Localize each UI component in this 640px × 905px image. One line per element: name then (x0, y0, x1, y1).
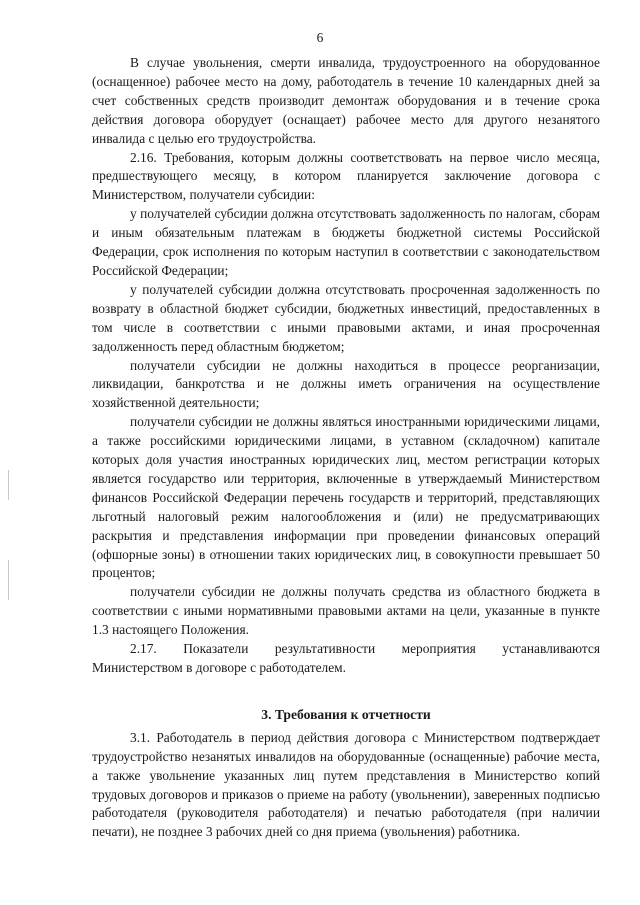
paragraph-2-17: 2.17. Показатели результативности мероприятия устанавливаются Министерством в договоре с работодателем. (92, 641, 600, 675)
paragraph-overdue-debt: у получателей субсидии должна отсутствовать просроченная задолженность по возврату в областной бюджет субсидии, бюджетных инвестиций, предоставленных в том числе в соответствии с иными правовыми актами, и иная просроченная задолженность перед областным бюджетом; (92, 281, 600, 354)
section-3-heading: 3. Требования к отчетности (261, 706, 431, 722)
paragraph-dismissal: В случае увольнения, смерти инвалида, трудоустроенного на оборудованное (оснащенное) рабочее место на дому, работодатель в течение 10 календарных дней за счет собственных средств производит демонтаж оборудования и в течение срока действия договора оборудует (оснащает) рабочее место для другого незанятого инвалида с целью его трудоустройства. (92, 55, 600, 146)
paragraph-foreign-entities: получатели субсидии не должны являться иностранными юридическими лицами, а также российскими юридическими лицами, в уставном (складочном) капитале которых доля участия иностранных юридических лиц, местом регистрации которых является государство или территория, включенные в утверждаемый Министерством финансов Российской Федерации перечень государств и территорий, представляющих льготный налоговый режим налогообложения и (или) не предусматривающих раскрытия и представления информации при проведении финансовых операций (офшорные зоны) в отношении таких юридических лиц, в совокупности превышает 50 процентов; (92, 414, 600, 581)
paragraph-3-1: 3.1. Работодатель в период действия договора с Министерством подтверждает трудоустройство незанятых инвалидов на оборудованные (оснащенные) рабочие места, а также увольнение указанных лиц путем представления в Министерство копий трудовых договоров и приказов о приеме на работу (увольнении), заверенных подписью работодателя (руководителя работодателя) и печатью работодателя (при наличии печати), не позднее 3 рабочих дней со дня приема (увольнения) работника. (92, 729, 600, 840)
page-number: 6 (316, 30, 324, 45)
paragraph-reorganization: получатели субсидии не должны находиться в процессе реорганизации, ликвидации, банкротства и не должны иметь ограничения на осуществление хозяйственной деятельности; (92, 357, 600, 411)
scan-margin-mark (8, 470, 9, 500)
scan-margin-mark (8, 560, 9, 600)
paragraph-2-16: 2.16. Требования, которым должны соответствовать на первое число месяца, предшествующего месяцу, в котором планируется заключение договора с Министерством, получатели субсидии: (92, 149, 600, 203)
paragraph-other-funds: получатели субсидии не должны получать средства из областного бюджета в соответствии с иными нормативными правовыми актами на цели, указанные в пункте 1.3 настоящего Положения. (92, 584, 600, 638)
document-body (92, 54, 600, 842)
paragraph-tax-debt: у получателей субсидии должна отсутствовать задолженность по налогам, сборам и иным обязательным платежам в бюджеты бюджетной системы Российской Федерации, срок исполнения по которым наступил в соответствии с законодательством Российской Федерации; (92, 206, 600, 278)
